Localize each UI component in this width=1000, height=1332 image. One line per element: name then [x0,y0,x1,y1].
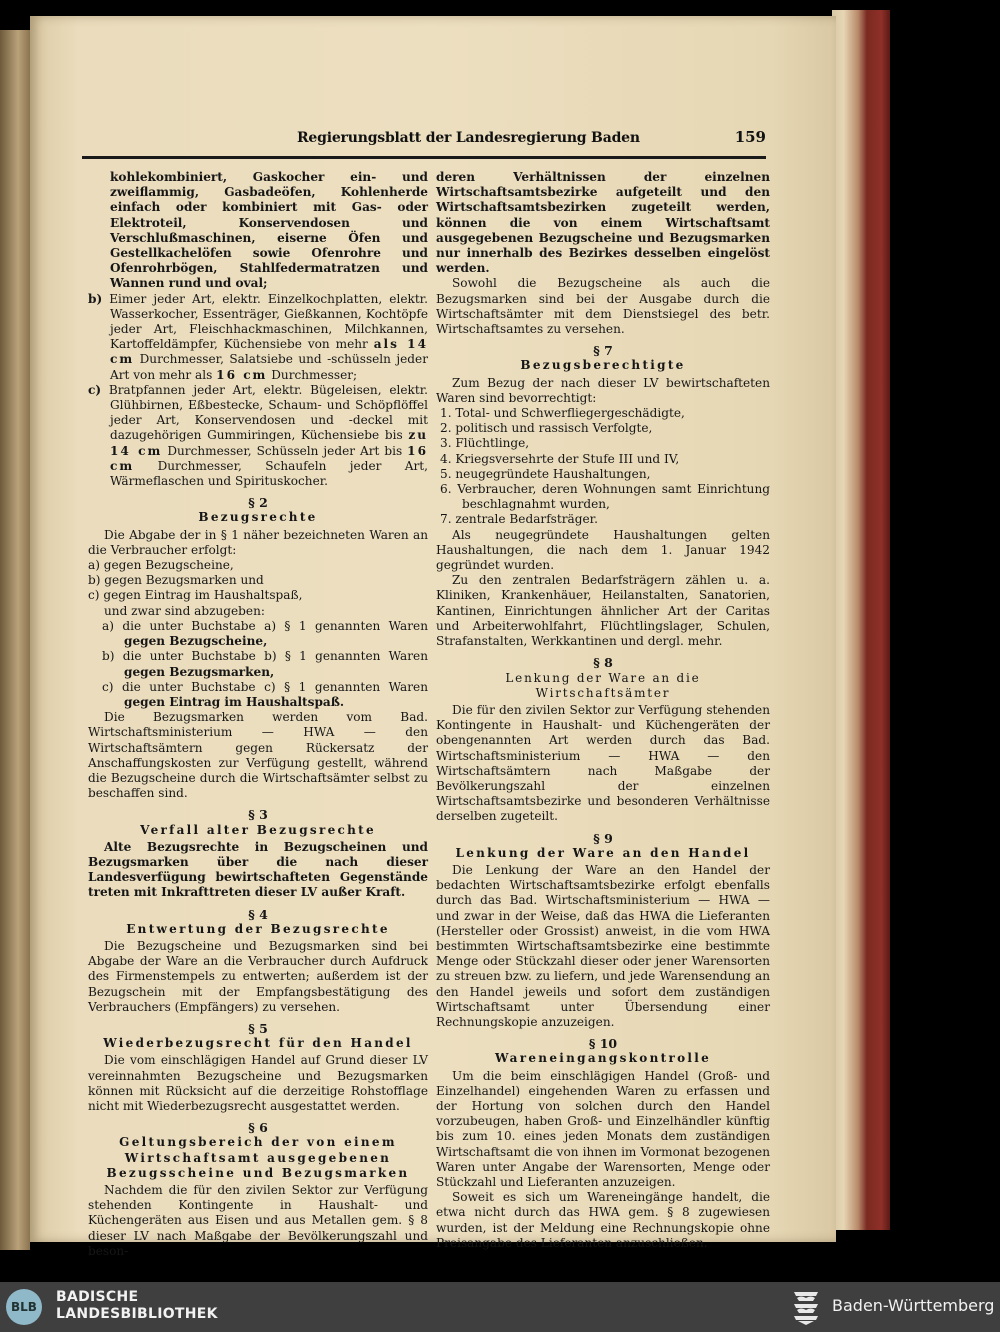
section-number: § 9 [593,830,613,846]
list-item: 5. neugegründete Haushaltungen, [440,466,651,481]
page-number: 159 [734,128,766,146]
paragraph: Die Bezugsmarken werden vom Bad. Wirtschaftsministerium — HWA — den Wirtschaftsämtern gegen Rückersatz der Anschaffungskosten zur Verfügung gestellt, während die Bezugscheine durch die Wirtschaftsämter selbst zu beschaffen sind. [88,710,428,801]
blb-logo[interactable]: BLB [6,1289,42,1325]
item-text-bold: gegen Bezugscheine, [124,634,268,649]
item-text-bold: zu 14 cm [110,428,428,458]
section-number: § 6 [248,1120,268,1136]
paragraph: deren Verhältnissen der einzelnen Wirtschaftsamtsbezirke aufgeteilt und den Wirtschaftsamtsbezirken zugeteilt werden, können die von einem Wirtschaftsamt ausgegebenen Bezugscheine und Bezugsmarken nur innerhalb des Bezirkes desselben eingelöst werden. [436,170,770,276]
list-item: 2. politisch und rassisch Verfolgte, [440,421,653,436]
paragraph: Zum Bezug der nach dieser LV bewirtschafteten Waren sind bevorrechtigt: [436,375,770,405]
list-item: 1. Total- und Schwerfliegergeschädigte, [440,406,685,421]
list-item [88,680,428,710]
paragraph: Nachdem die für den zivilen Sektor zur Verfügung stehenden Kontingente in Haushalt- und Küchengeräten aus Eisen und aus Metallen gem. § 8 dieser LV nach Maßgabe der Bevölkerungszahl und beson- [88,1183,428,1258]
item-text: Durchmesser, Schüsseln jeder Art bis [167,443,403,458]
paragraph: Sowohl die Bezugscheine als auch die Bezugsmarken sind bei der Ausgabe durch die Wirtschaftsämter mit dem Dienstsiegel des betr. Wirtschaftsamtes zu versehen. [436,276,770,337]
list-item: 6. Verbraucher, deren Wohnungen samt Einrichtung beschlagnahmt wurden, [440,482,770,512]
section-number: § 7 [593,343,613,359]
list-item: 7. zentrale Bedarfsträger. [440,512,598,527]
paragraph: Alte Bezugsrechte in Bezugscheinen und Bezugsmarken über die nach dieser Landesverfügung bewirtschafteten Gegenstände treten mit Inkrafttreten dieser LV außer Kraft. [88,839,428,900]
right-column [436,170,770,1251]
item-text: a) die unter Buchstabe a) § 1 genannten Waren [102,618,428,633]
paragraph: Die für den zivilen Sektor zur Verfügung stehenden Kontingente in Haushalt- und Küchengeräten der obengenannten Art werden durch das Bad. Wirtschaftsministerium — HWA — den Wirtschaftsämtern nach Maßgabe der Bevölkerungszahl der einzelnen Wirtschaftsamtsbezirke und besonderen Verhältnisse derselben zugeteilt. [436,702,770,824]
left-column [88,170,428,1259]
item-text: Bratpfannen jeder Art, elektr. Bügeleisen, elektr. Glühbirnen, Eßbestecke, Schaum- und Schöpflöffel jeder Art, Konservendosen und -deckel mit dazugehörigen Gummiringen, Küchensiebe bis [108,382,428,443]
item-text: Durchmesser; [271,367,358,382]
section-title: Bezugsberechtigte [520,358,686,373]
stag-coat-of-arms-icon [792,1288,820,1326]
section-number: § 3 [248,807,268,823]
item-text: Durchmesser, Schaufeln jeder Art, Wärmeflaschen und Spirituskocher. [110,458,428,489]
item-text: Eimer jeder Art, elektr. Einzelkochplatten, elektr. Wasserkocher, Essenträger, Gießkannen, Kochtöpfe jeder Art, Fleischhackmaschinen, Milchkannen, Kartoffeldämpfer, Küchensiebe von mehr [109,291,428,352]
footer-bar [0,1282,1000,1332]
adjacent-page-edge [0,30,30,1250]
paragraph: Die Abgabe der in § 1 näher bezeichneten Waren an die Verbraucher erfolgt: [88,527,428,557]
list-item [88,292,428,383]
item-text: c) die unter Buchstabe c) § 1 genannten Waren [102,679,428,694]
item-text: Durchmesser, Salatsiebe und -schüsseln jeder Art von mehr als [110,352,428,382]
paragraph: und zwar sind abzugeben: [104,603,265,618]
header-title: Regierungsblatt der Landesregierung Baden [297,130,640,146]
item-text-bold: als 14 cm [110,337,428,367]
list-item: 4. Kriegsversehrte der Stufe III und IV, [440,451,680,466]
book-binding-edge [832,10,890,1230]
paragraph: Als neugegründete Haushaltungen gelten Haushaltungen, die nach dem 1. Januar 1942 gegründet wurden. [436,527,770,573]
section-number: § 2 [248,495,268,511]
list-item: b) gegen Bezugsmarken und [88,573,264,588]
section-title: Bezugsrechte [198,510,318,525]
header-rule [82,156,766,159]
item-text-bold: gegen Eintrag im Haushaltspaß. [124,694,345,709]
paragraph: Zu den zentralen Bedarfsträgern zählen u. a. Kliniken, Krankenhäuer, Heilanstalten, Sanatorien, Kantinen, Einrichtungen ähnlicher Art der Caritas und Arbeiterwohlfahrt, Flüchtlingslager, Schulen, Strafanstalten, Werkkantinen und dergl. mehr. [436,573,770,649]
section-title: Verfall alter Bezugsrechte [140,822,376,837]
paragraph: kohlekombiniert, Gaskocher ein- und zweiflammig, Gasbadeöfen, Kohlenherde einfach oder kombiniert mit Gas- oder Elektroteil, Konservendosen und Verschlußmaschinen, eiserne Öfen und Gestellkachelöfen sowie Ofenrohre und Ofenrohrbögen, Stahlfedermatratzen und Wannen rund und oval; [110,170,428,291]
state-name: Baden-Württemberg [832,1296,995,1315]
item-label: c) [88,382,102,397]
paragraph: Die Lenkung der Ware an den Handel der bedachten Wirtschaftsamtsbezirke erfolgt ebenfalls durch das Bad. Wirtschaftsministerium — HWA — und zwar in der Weise, daß das HWA die Lieferanten (Hersteller oder Grossist) anweist, in die vom HWA bestimmten Wirtschaftsamtsbezirke eine bestimmte Menge oder Stückzahl dieser oder jener Warensorten zu streuen bzw. zu liefern, und jede Warensendung an den Handel jeweils und sofort dem zuständigen Wirtschaftsamt unter Übersendung einer Rechnungskopie anzuzeigen. [436,862,770,1029]
list-item: c) gegen Eintrag im Haushaltspaß, [88,588,303,603]
item-text-bold: 16 cm [216,367,268,382]
item-label: b) [88,291,103,306]
list-item: a) gegen Bezugscheine, [88,558,234,573]
list-item [88,619,428,649]
section-title: Geltungsbereich der von einem Wirtschaftsamt ausgegebenen Bezugsscheine und Bezugsmarken [106,1135,410,1180]
library-name[interactable] [56,1289,218,1323]
paragraph: Um die beim einschlägigen Handel (Groß- und Einzelhandel) eingehenden Waren zu erfassen und der Hortung von solchen durch den Handel vorzubeugen, haben Groß- und Einzelhändler künftig bis zum 10. eines jeden Monats dem zuständigen Wirtschaftsamt die von ihnen im Vormonat bezogenen Waren unter Angabe der Warensorten, Menge oder Stückzahl und Lieferanten anzuzeigen. [436,1068,770,1189]
list-item [88,649,428,679]
library-name-line: BADISCHE [56,1289,139,1305]
item-text-bold: 16 cm [110,443,428,473]
page-header [82,128,766,158]
list-item [88,383,428,489]
section-number: § 4 [248,906,268,922]
section-number: § 8 [593,655,613,671]
paragraph: Soweit es sich um Wareneingänge handelt, die etwa nicht durch das HWA gem. § 8 zugewiesen wurden, ist der Meldung eine Rechnungskopie ohne Preisangabe des Lieferanten anzuschließen. [436,1190,770,1250]
section-number: § 5 [248,1020,268,1036]
library-name-line: LANDESBIBLIOTHEK [56,1306,218,1322]
section-title: Entwertung der Bezugsrechte [126,921,390,936]
section-number: § 10 [588,1036,618,1052]
section-title: Wiederbezugsrecht für den Handel [103,1036,413,1051]
item-text: b) die unter Buchstabe b) § 1 genannten Waren [102,649,428,664]
section-title: Lenkung der Ware an den Handel [455,845,751,860]
item-text-bold: gegen Bezugsmarken, [124,664,275,679]
section-title: Wareneingangskontrolle [494,1051,712,1066]
list-item: 3. Flüchtlinge, [440,436,530,451]
section-title: Lenkung der Ware an die Wirtschaftsämter [505,670,701,700]
paragraph: Die vom einschlägigen Handel auf Grund dieser LV vereinnahmten Bezugscheine und Bezugsmarken können mit Rücksicht auf die derzeitige Rohstofflage nicht mit Wiederbezugsrecht ausgestattet werden. [88,1053,428,1113]
paragraph: Die Bezugscheine und Bezugsmarken sind bei Abgabe der Ware an die Verbraucher durch Aufdruck des Firmenstempels zu entwerten; außerdem ist der Bezugschein mit der Empfangsbestätigung des Verbrauchers (Empfängers) zu versehen. [88,938,428,1014]
